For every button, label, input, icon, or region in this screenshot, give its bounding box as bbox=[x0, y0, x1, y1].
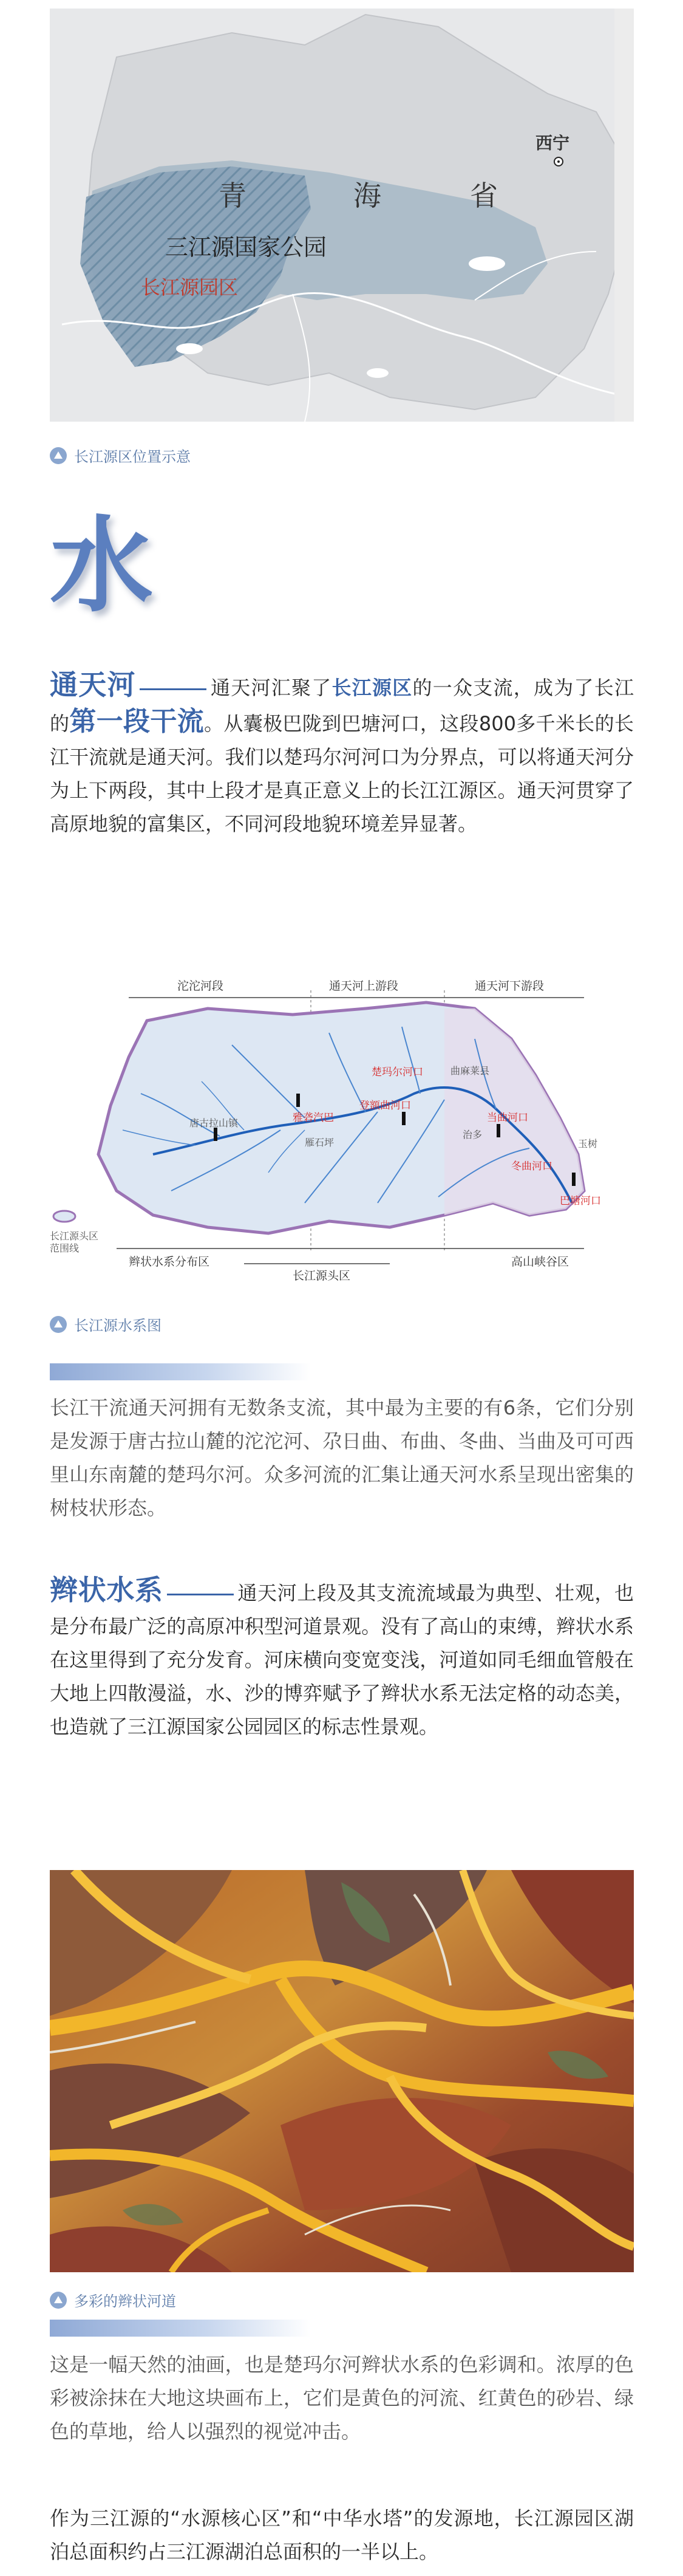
section5-paragraph: 作为三江源的“水源核心区”和“中华水塔”的发源地，长江源园区湖泊总面积约占三江源湖泊总面积的一半以上。 bbox=[50, 2507, 634, 2563]
red-label-2: 登额曲河口 bbox=[359, 1100, 411, 1112]
location-map bbox=[50, 9, 634, 422]
black-label-1: 唐古拉山镇 bbox=[189, 1117, 239, 1129]
section1-text-c: 。从囊极巴陇到巴塘河口，这段800多千米长的长江干流就是通天河。我们以楚玛尔河河口为分界点，可以将通天河分为上下两段，其中上段才是真正意义上的长江江源区。通天河贯穿了高原地貌的富集区，不同河段地貌环境差异显著。 bbox=[50, 712, 634, 835]
river-system-graphic bbox=[50, 972, 634, 1282]
section1-text-a: 通天河汇聚了 bbox=[209, 676, 332, 699]
province-char-3: 省 bbox=[470, 179, 498, 212]
section1-highlight-a: 长江源区 bbox=[331, 676, 413, 699]
section-heading: 水 bbox=[50, 505, 154, 626]
bottom-left-label: 辫状水系分布区 bbox=[129, 1255, 210, 1269]
braided-river-graphic bbox=[50, 1870, 634, 2272]
photo-caption bbox=[50, 2289, 176, 2311]
photo-caption-text: 多彩的辫状河道 bbox=[74, 2293, 176, 2310]
red-label-4: 当曲河口 bbox=[487, 1112, 528, 1124]
park-name-label: 三江源国家公园 bbox=[165, 234, 327, 261]
map1-caption bbox=[50, 445, 191, 466]
location-map-graphic bbox=[50, 9, 634, 422]
map2-caption-text: 长江源水系图 bbox=[74, 1317, 161, 1334]
bottom-center-label: 长江源头区 bbox=[293, 1269, 351, 1283]
section1-text-b: 的一众支流，成为了长江的 bbox=[50, 676, 634, 735]
bottom-right-label: 高山峡谷区 bbox=[511, 1255, 569, 1269]
lead-divider bbox=[140, 688, 206, 690]
province-char-1: 青 bbox=[219, 179, 246, 212]
mountain-icon bbox=[50, 447, 67, 464]
city-label: 西宁 bbox=[535, 133, 570, 153]
section2-paragraph: 长江干流通天河拥有无数条支流，其中最为主要的有6条，它们分别是发源于唐古拉山麓的沱沱河、尕日曲、布曲、冬曲、当曲及可可西里山东南麓的楚玛尔河。众多河流的汇集让通天河水系呈现出密集的树枝状形态。 bbox=[50, 1396, 634, 1519]
black-label-3: 曲麻莱县 bbox=[450, 1065, 490, 1077]
segment-label-3: 通天河下游段 bbox=[475, 979, 545, 993]
mountain-icon bbox=[50, 2292, 67, 2309]
legend-line-1: 长江源头区 bbox=[50, 1230, 99, 1242]
black-label-2: 雁石坪 bbox=[305, 1137, 335, 1148]
section-divider-bar bbox=[50, 2320, 311, 2337]
section1-lead: 通天河 bbox=[50, 668, 136, 701]
section4-paragraph: 这是一幅天然的油画，也是楚玛尔河辫状水系的色彩调和。浓厚的色彩被涂抹在大地这块画布上，它们是黄色的河流、红黄色的砂岩、绿色的草地，给人以强烈的视觉冲击。 bbox=[50, 2353, 634, 2443]
red-label-6: 巴塘河口 bbox=[560, 1195, 601, 1207]
section3-text: 通天河上段及其支流流域最为典型、壮观，也是分布最广泛的高原冲积型河道景观。没有了高山的束缚，辫状水系在这里得到了充分发育。河床横向变宽变浅，河道如同毛细血管般在大地上四散漫溢，水、沙的博弈赋予了辫状水系无法定格的动态美，也造就了三江源国家公园园区的标志性景观。 bbox=[50, 1581, 634, 1738]
region-name-label: 长江源园区 bbox=[141, 276, 239, 299]
red-label-3: 雅砻汽巴 bbox=[293, 1112, 334, 1124]
segment-label-2: 通天河上游段 bbox=[329, 979, 399, 993]
mountain-icon bbox=[50, 1316, 67, 1333]
black-label-5: 玉树 bbox=[578, 1138, 598, 1149]
city-marker-icon bbox=[554, 157, 563, 166]
section1-highlight-b: 第一段干流 bbox=[69, 706, 205, 737]
section3-paragraph bbox=[50, 1574, 634, 1744]
map2-caption bbox=[50, 1314, 161, 1335]
black-label-4: 治多 bbox=[463, 1129, 483, 1140]
map1-caption-text: 长江源区位置示意 bbox=[74, 448, 191, 465]
red-label-1: 楚玛尔河口 bbox=[372, 1066, 423, 1078]
section3-lead: 辫状水系 bbox=[50, 1574, 163, 1606]
red-label-5: 冬曲河口 bbox=[511, 1160, 552, 1173]
segment-label-1: 沱沱河段 bbox=[177, 979, 224, 993]
province-char-2: 海 bbox=[353, 179, 381, 212]
section1-paragraph bbox=[50, 668, 634, 841]
lead-divider bbox=[167, 1594, 234, 1595]
legend-line-2: 范围线 bbox=[50, 1242, 80, 1254]
braided-river-photo bbox=[50, 1870, 634, 2272]
river-system-map bbox=[50, 972, 634, 1282]
section-divider-bar bbox=[50, 1363, 311, 1380]
